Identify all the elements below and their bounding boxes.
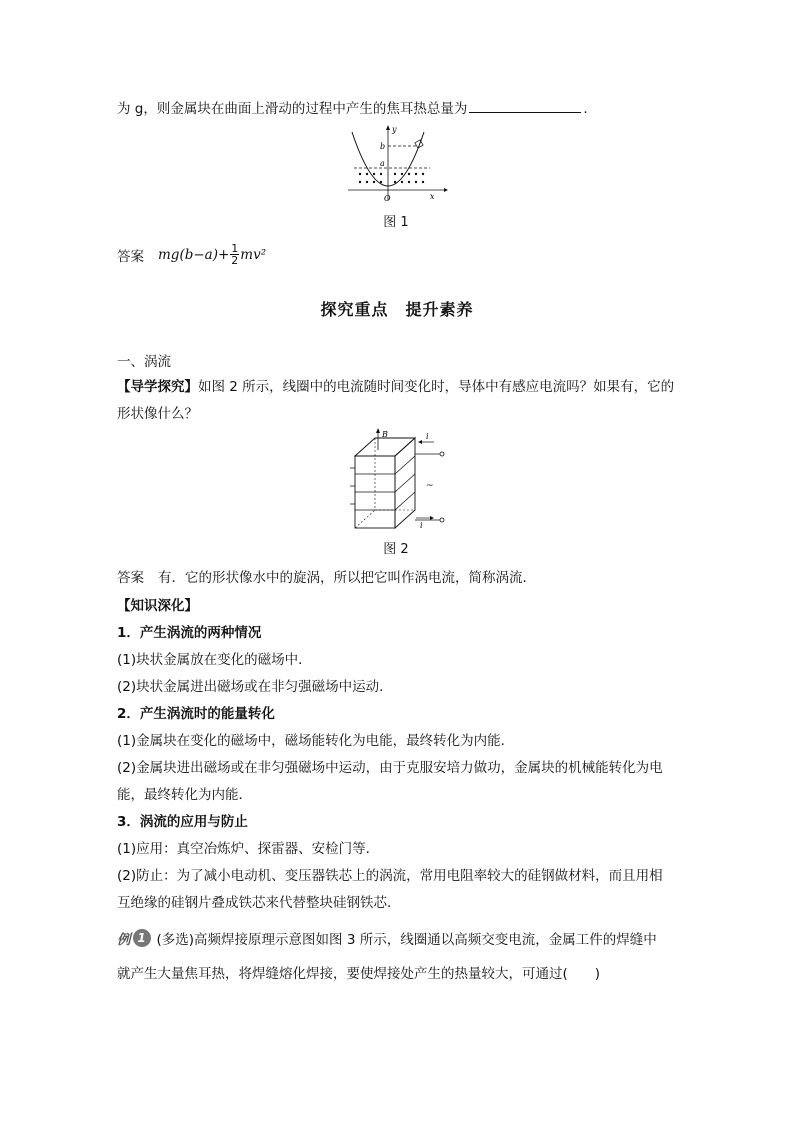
guide-text-1: 如图 2 所示，线圈中的电流随时间变化时，导体中有感应电流吗？如果有，它的 [198, 379, 675, 395]
figure-2 [340, 428, 452, 534]
k3-title: 3．涡流的应用与防止 [117, 814, 248, 830]
intro-text: 为 g，则金属块在曲面上滑动的过程中产生的焦耳热总量为 [117, 101, 468, 117]
subheading-eddy-current: 一、涡流 [117, 354, 171, 370]
example-text-1: (多选)高频焊接原理示意图如图 3 所示，线圈通以高频交变电流，金属工件的焊缝中 [156, 932, 657, 948]
answer-2 [117, 566, 536, 586]
example-1-line-1 [117, 928, 657, 948]
fig1-a-label: a [380, 159, 385, 168]
answer-1-expr-a: mg(b−a)+ [158, 246, 230, 263]
k2-item-2b: 能，最终转化为内能． [117, 787, 252, 803]
intro-line [117, 97, 588, 117]
guide-line-2: 形状像什么？ [117, 406, 198, 422]
fig1-x-label: x [430, 192, 435, 201]
guide-tag: 【导学探究】 [117, 379, 198, 395]
answer-blank [469, 100, 581, 113]
figure-2-caption: 图 2 [383, 542, 409, 557]
k2-item-2a: (2)金属块进出磁场或在非匀强磁场中运动，由于克服安培力做功，金属块的机械能转化为电 [117, 760, 663, 776]
k1-title: 1．产生涡流的两种情况 [117, 625, 262, 641]
figure-1-caption: 图 1 [383, 215, 409, 230]
knowledge-tag: 【知识深化】 [117, 598, 198, 614]
example-badge [117, 928, 151, 948]
answer-2-text: 有．它的形状像水中的旋涡，所以把它叫作涡电流，简称涡流． [158, 570, 536, 586]
fig2-ac-symbol: ~ [426, 481, 434, 491]
example-label: 例 [117, 932, 131, 948]
guide-line-1 [117, 375, 674, 395]
k3-item-2a: (2)防止：为了减小电动机、变压器铁芯上的涡流，常用电阻率较大的硅钢做材料，而且用相 [117, 868, 663, 884]
k1-item-2: (2)块状金属进出磁场或在非匀强磁场中运动． [117, 679, 393, 695]
fig1-b-label: b [380, 142, 386, 151]
fig1-origin-label: O [384, 194, 391, 203]
fig2-B-label: B [382, 430, 388, 439]
answer-1-label: 答案 [117, 248, 144, 265]
k2-title: 2．产生涡流时的能量转化 [117, 706, 275, 722]
fig2-i-top-label: i [426, 432, 429, 441]
intro-end: . [583, 101, 588, 117]
k3-item-1: (1)应用：真空冶炼炉、探雷器、安检门等． [117, 841, 380, 857]
example-1-line-2: 就产生大量焦耳热，将焊缝熔化焊接，要使焊接处产生的热量较大，可通过( ) [117, 966, 601, 982]
k3-item-2b: 互绝缘的硅钢片叠成铁芯来代替整块硅钢铁芯． [117, 895, 401, 911]
figure-1 [340, 122, 450, 204]
section-title: 探究重点 提升素养 [320, 300, 474, 319]
answer-1-fraction [230, 243, 239, 266]
answer-1 [117, 243, 266, 266]
fraction-numerator: 1 [231, 242, 239, 255]
answer-1-expr-b: mv² [240, 246, 267, 263]
fig1-y-label: y [392, 125, 397, 134]
k2-item-1: (1)金属块在变化的磁场中，磁场能转化为电能，最终转化为内能． [117, 733, 515, 749]
example-number-icon: 1 [133, 929, 151, 947]
answer-2-label: 答案 [117, 570, 144, 586]
fraction-denominator: 2 [231, 254, 239, 267]
k1-item-1: (1)块状金属放在变化的磁场中． [117, 652, 312, 668]
fig2-i-bottom-label: i [420, 521, 423, 530]
